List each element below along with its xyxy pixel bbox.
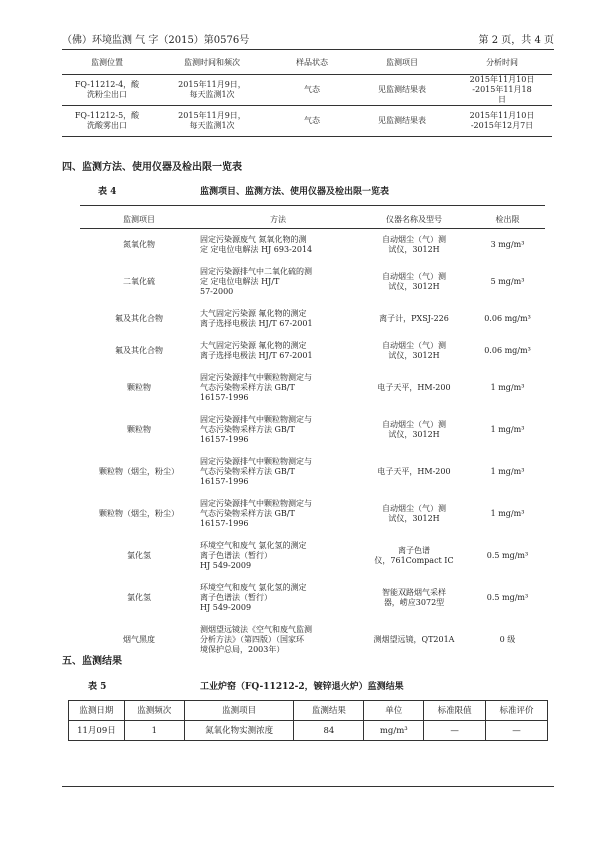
- table-cell: 颗粒物（烟尘，粉尘）: [99, 509, 179, 518]
- table5-title: 工业炉窑（FQ-11212-2，镀锌退火炉）监测结果: [200, 682, 404, 692]
- header-rule: [62, 49, 554, 50]
- table-row: [80, 367, 545, 409]
- table-cell: 自动烟尘（气）测 试仪，3012H: [382, 235, 446, 254]
- table-row: [80, 451, 545, 493]
- table-cell: 自动烟尘（气）测 试仪，3012H: [382, 341, 446, 360]
- table-cell: 1 mg/m³: [490, 467, 525, 476]
- table-row: [69, 721, 548, 741]
- column-header: 分析时间: [486, 58, 518, 67]
- table-cell: 自动烟尘（气）测 试仪，3012H: [382, 272, 446, 291]
- table-cell: 2015年11月9日， 每天监测1次: [178, 80, 246, 99]
- table-cell: 环境空气和废气 氯化氢的测定 离子色谱法（暂行） HJ 549-2009: [200, 583, 307, 612]
- table-cell: 烟气黑度: [123, 635, 155, 644]
- table-cell: 氯化氢: [127, 551, 151, 560]
- table-header-row: [69, 701, 548, 721]
- table-cell: 智能双路烟气采样 器，崂应3072型: [382, 588, 446, 607]
- table-cell: 气态: [304, 116, 320, 125]
- column-header: 样品状态: [296, 58, 328, 67]
- table-row: [80, 229, 545, 262]
- table-cell: FQ-11212-4，酸 洗粉尘出口: [74, 80, 140, 99]
- table-cell: 氟及其化合物: [115, 346, 163, 355]
- table-row: [80, 261, 545, 303]
- column-header: 检出限: [470, 212, 545, 229]
- table-cell: 固定污染源排气中颗粒物测定与 气态污染物采样方法 GB/T 16157-1996: [200, 415, 312, 444]
- table-cell: 0.06 mg/m³: [484, 314, 531, 323]
- column-header: 单位: [364, 701, 424, 721]
- column-header: 监测项目: [184, 701, 294, 721]
- table-cell: 1 mg/m³: [490, 425, 525, 434]
- table-cell: 见监测结果表: [378, 116, 426, 125]
- table-header-row: [62, 52, 552, 75]
- table4-title: 监测项目、监测方法、使用仪器及检出限一览表: [200, 187, 390, 197]
- table-cell: 颗粒物: [127, 425, 151, 434]
- column-header: 标准限值: [424, 701, 486, 721]
- column-header: 监测频次: [124, 701, 184, 721]
- table-cell: 1: [124, 721, 184, 741]
- column-header: 监测项目: [80, 212, 198, 229]
- column-header: 监测位置: [91, 58, 123, 67]
- footer-rule: [62, 786, 554, 787]
- section-5-title: 五、监测结果: [62, 656, 122, 667]
- table5-label: 表 5: [88, 682, 107, 692]
- table-cell: 电子天平，HM-200: [377, 383, 451, 392]
- table-row: [62, 75, 552, 106]
- table-row: [80, 335, 545, 367]
- table-row: [80, 493, 545, 535]
- table-cell: 0.5 mg/m³: [486, 593, 529, 602]
- table4-label: 表 4: [98, 187, 117, 197]
- table-cell: FQ-11212-5，酸 洗酸雾出口: [74, 111, 140, 130]
- table-header-row: [80, 212, 545, 229]
- table-cell: 氮氧化物实测浓度: [184, 721, 294, 741]
- table-cell: 1 mg/m³: [490, 383, 525, 392]
- table-cell: 固定污染源排气中颗粒物测定与 气态污染物采样方法 GB/T 16157-1996: [200, 373, 312, 402]
- table-cell: 氮氧化物: [123, 240, 155, 249]
- table-cell: mg/m³: [364, 721, 424, 741]
- table-cell: 电子天平，HM-200: [377, 467, 451, 476]
- table-cell: 氟及其化合物: [115, 314, 163, 323]
- table-cell: 见监测结果表: [378, 85, 426, 94]
- section-4-title: 四、监测方法、使用仪器及检出限一览表: [62, 162, 242, 173]
- table-row: [62, 106, 552, 137]
- table-cell: 自动烟尘（气）测 试仪，3012H: [382, 504, 446, 523]
- table-cell: 0.06 mg/m³: [484, 346, 531, 355]
- table-row: [80, 409, 545, 451]
- table-row: [80, 577, 545, 619]
- table-cell: 3 mg/m³: [490, 240, 525, 249]
- table-row: [80, 535, 545, 577]
- table-cell: —: [424, 721, 486, 741]
- table-cell: 2015年11月9日， 每天监测1次: [178, 111, 246, 130]
- table-cell: 固定污染源排气中二氧化硫的测 定 定电位电解法 HJ/T 57-2000: [200, 267, 312, 296]
- column-header: 标准评价: [486, 701, 548, 721]
- table-cell: 大气固定污染源 氟化物的测定 离子选择电极法 HJ/T 67-2001: [200, 309, 313, 328]
- results-table: [68, 700, 548, 741]
- table-cell: 颗粒物（烟尘，粉尘）: [99, 467, 179, 476]
- table-cell: 2015年11月10日 -2015年12月7日: [469, 111, 535, 130]
- table-cell: 0.5 mg/m³: [486, 551, 529, 560]
- column-header: 仪器名称及型号: [358, 212, 470, 229]
- table-cell: 84: [294, 721, 364, 741]
- table-cell: —: [486, 721, 548, 741]
- sampling-table: [62, 52, 552, 137]
- page-header: [62, 31, 554, 47]
- table-row: [80, 303, 545, 335]
- column-header: 监测日期: [69, 701, 125, 721]
- table-cell: 2015年11月10日 -2015年11月18 日: [469, 75, 535, 104]
- table-cell: 测烟望远镜法《空气和废气监测 分析方法》（第四版）（国家环 境保护总局，2003年）: [200, 625, 312, 654]
- table-cell: 氯化氢: [127, 593, 151, 602]
- table-cell: 0 级: [499, 635, 516, 644]
- report-number: （佛）环境监测 气 字（2015）第0576号: [62, 35, 250, 46]
- table-cell: 二氧化硫: [123, 277, 155, 286]
- table-row: [80, 619, 545, 661]
- table-cell: 离子色谱 仪，761Compact IC: [374, 546, 454, 565]
- page-number: 第 2 页，共 4 页: [478, 35, 554, 46]
- table-cell: 颗粒物: [127, 383, 151, 392]
- table-cell: 环境空气和废气 氯化氢的测定 离子色谱法（暂行） HJ 549-2009: [200, 541, 307, 570]
- table-cell: 5 mg/m³: [490, 277, 525, 286]
- table-cell: 离子计，PXSJ-226: [379, 314, 449, 323]
- table-cell: 测烟望远镜，QT201A: [373, 635, 455, 644]
- column-header: 监测项目: [386, 58, 418, 67]
- table-cell: 自动烟尘（气）测 试仪，3012H: [382, 420, 446, 439]
- table-cell: 11月09日: [69, 721, 125, 741]
- table4-top-rule: [80, 205, 545, 206]
- column-header: 监测时间和频次: [184, 58, 240, 67]
- table-cell: 固定污染源排气中颗粒物测定与 气态污染物采样方法 GB/T 16157-1996: [200, 499, 312, 528]
- table-cell: 1 mg/m³: [490, 509, 525, 518]
- column-header: 监测结果: [294, 701, 364, 721]
- column-header: 方法: [198, 212, 358, 229]
- table-cell: 固定污染源排气中颗粒物测定与 气态污染物采样方法 GB/T 16157-1996: [200, 457, 312, 486]
- table-cell: 气态: [304, 85, 320, 94]
- table-cell: 固定污染源废气 氮氧化物的测 定 定电位电解法 HJ 693-2014: [200, 235, 313, 254]
- table-cell: 大气固定污染源 氟化物的测定 离子选择电极法 HJ/T 67-2001: [200, 341, 313, 360]
- methods-table: [80, 212, 545, 661]
